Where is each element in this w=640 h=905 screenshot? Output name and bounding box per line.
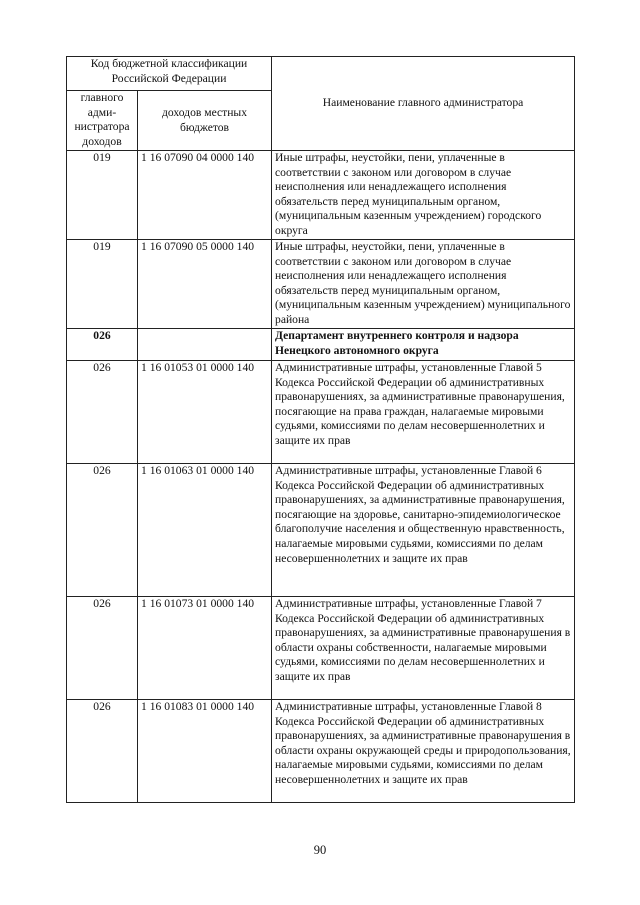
cell-admin-code: 026 <box>67 597 138 700</box>
page-number: 90 <box>313 843 327 857</box>
cell-income-code: 1 16 07090 05 0000 140 <box>138 240 272 329</box>
header-col-income: доходов местных бюджетов <box>138 91 272 151</box>
cell-admin-name: Иные штрафы, неустойки, пени, уплаченные в соответствии с законом или договором в случае неисполнения или ненадлежащего исполнения обязательств перед муниципальным органом, (муниципальным казенным учреждением) городского округа <box>272 151 575 240</box>
table-row <box>67 464 575 597</box>
table-row <box>67 597 575 700</box>
table-header-row-1 <box>67 57 575 91</box>
cell-admin-name: Административные штрафы, установленные Главой 7 Кодекса Российской Федерации об административных правонарушениях, за административные правонарушения в области охраны собственности, налагаемые мировыми судьями, комиссиями по делам несовершеннолетних и защите их прав <box>272 597 575 700</box>
header-group-title: Код бюджетной классификации Российской Федерации <box>67 57 272 91</box>
cell-income-code: 1 16 01053 01 0000 140 <box>138 361 272 464</box>
cell-income-code: 1 16 07090 04 0000 140 <box>138 151 272 240</box>
table-row <box>67 361 575 464</box>
table-row <box>67 240 575 329</box>
cell-income-code <box>138 329 272 361</box>
table-row <box>67 700 575 803</box>
cell-admin-name: Административные штрафы, установленные Главой 8 Кодекса Российской Федерации об административных правонарушениях, за административные правонарушения в области охраны окружающей среды и природопользования, налагаемые мировыми судьями, комиссиями по делам несовершеннолетних и защите их прав <box>272 700 575 803</box>
cell-income-code: 1 16 01083 01 0000 140 <box>138 700 272 803</box>
cell-admin-name: Иные штрафы, неустойки, пени, уплаченные в соответствии с законом или договором в случае неисполнения или ненадлежащего исполнения обязательств перед муниципальным органом, (муниципальным казенным учреждением) муниципального района <box>272 240 575 329</box>
cell-income-code: 1 16 01063 01 0000 140 <box>138 464 272 597</box>
cell-admin-code: 019 <box>67 151 138 240</box>
header-col-name: Наименование главного администратора <box>272 57 575 151</box>
table-row-department <box>67 329 575 361</box>
header-col-admin: главного адми-нистратора доходов <box>67 91 138 151</box>
cell-admin-code: 026 <box>67 464 138 597</box>
cell-admin-code: 026 <box>67 361 138 464</box>
cell-admin-name: Административные штрафы, установленные Главой 6 Кодекса Российской Федерации об административных правонарушениях, за административные правонарушения, посягающие на здоровье, санитарно-эпидемиологическое благополучие населения и общественную нравственность, налагаемые мировыми судьями, комиссиями по делам несовершеннолетних и защите их прав <box>272 464 575 597</box>
cell-department-name: Департамент внутреннего контроля и надзора Ненецкого автономного округа <box>272 329 575 361</box>
table-row <box>67 151 575 240</box>
cell-income-code: 1 16 01073 01 0000 140 <box>138 597 272 700</box>
cell-admin-name: Административные штрафы, установленные Главой 5 Кодекса Российской Федерации об административных правонарушениях, за административные правонарушения, посягающие на права граждан, налагаемые мировыми судьями, комиссиями по делам несовершеннолетних и защите их прав <box>272 361 575 464</box>
cell-admin-code: 019 <box>67 240 138 329</box>
cell-admin-code: 026 <box>67 329 138 361</box>
budget-classification-table <box>66 56 575 803</box>
cell-admin-code: 026 <box>67 700 138 803</box>
